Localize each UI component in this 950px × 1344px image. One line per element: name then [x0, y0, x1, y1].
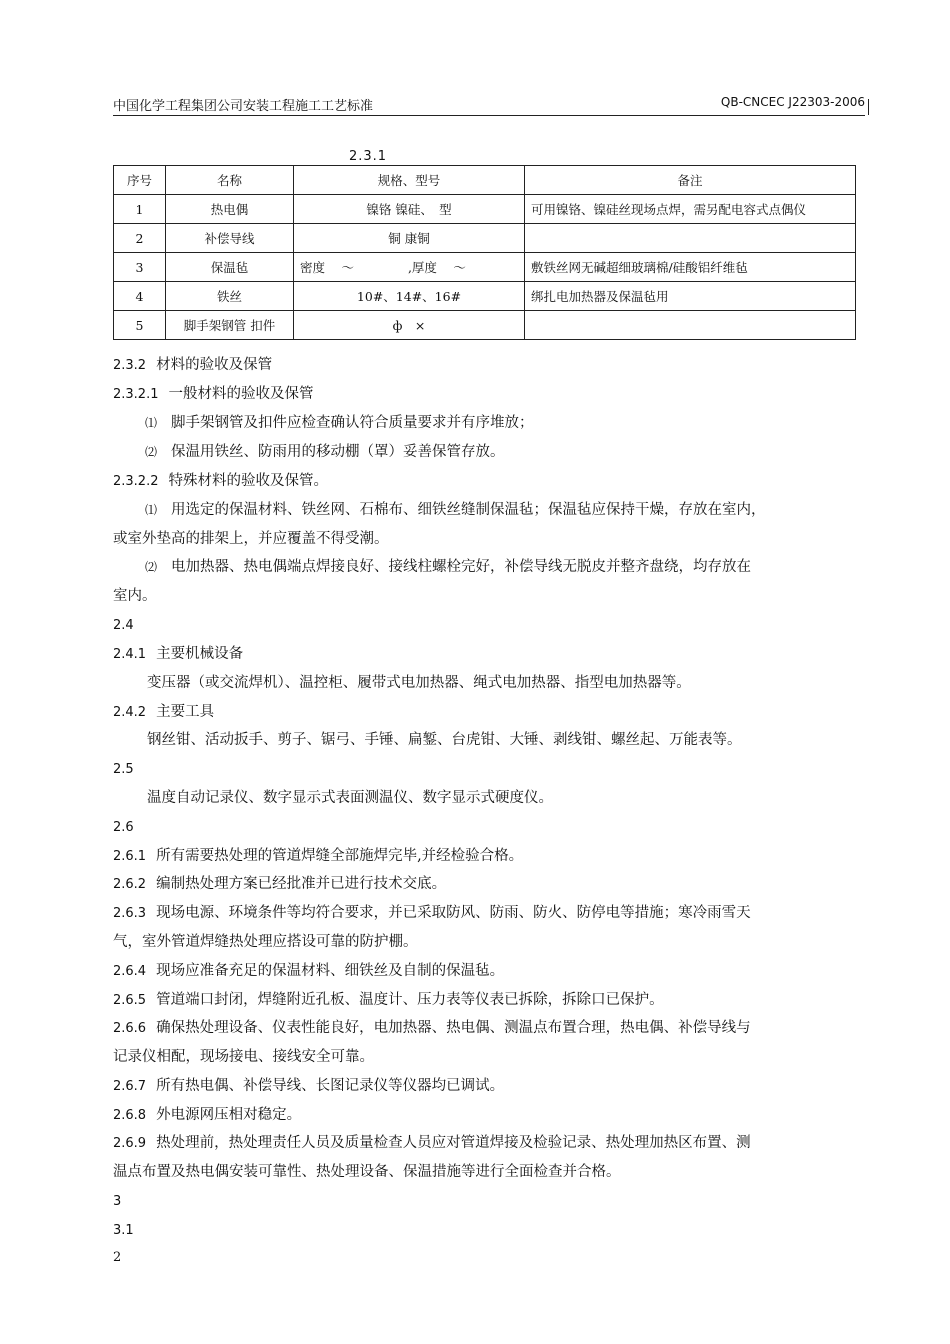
- clause-2-6-1: 2.6.1 所有需要热处理的管道焊缝全部施焊完毕,并经检验合格。: [113, 848, 524, 864]
- paragraph-continuation: 记录仪相配，现场接电、接线安全可靠。: [113, 1049, 374, 1065]
- materials-table: [113, 165, 856, 340]
- list-item: ⑵ 电加热器、热电偶端点焊接良好、接线柱螺栓完好，补偿导线无脱皮并整齐盘绕，均存放在: [145, 559, 752, 575]
- cell-spec: 10#、14#、16#: [294, 282, 525, 311]
- cell-remark: 可用镍铬、镍硅丝现场点焊，需另配电容式点偶仪: [525, 195, 856, 224]
- list-item: ⑴ 脚手架钢管及扣件应检查确认符合质量要求并有序堆放；: [145, 415, 534, 431]
- list-item: ⑵ 保温用铁丝、防雨用的移动棚（罩）妥善保管存放。: [145, 444, 505, 460]
- cell-index: 5: [114, 311, 166, 340]
- clause-2-6-8: 2.6.8 外电源网压相对稳定。: [113, 1107, 302, 1123]
- list-item: ⑴ 用选定的保温材料、铁丝网、石棉布、细铁丝缝制保温毡；保温毡应保持干燥，存放在室内，: [145, 502, 766, 518]
- page-header: [113, 93, 865, 116]
- cell-name: 热电偶: [166, 195, 294, 224]
- clause-2-6-7: 2.6.7 所有热电偶、补偿导线、长图记录仪等仪器均已调试。: [113, 1078, 505, 1094]
- clause-2-6-4: 2.6.4 现场应准备充足的保温材料、细铁丝及自制的保温毡。: [113, 963, 505, 979]
- col-header-name: 名称: [166, 166, 294, 195]
- paragraph-continuation: 室内。: [113, 588, 157, 604]
- paragraph-continuation: 气，室外管道焊缝热处理应搭设可靠的防护棚。: [113, 934, 418, 950]
- cell-name: 脚手架钢管 扣件: [166, 311, 294, 340]
- cell-spec: 镍铬 镍硅、 型: [294, 195, 525, 224]
- header-title: 中国化学工程集团公司安装工程施工工艺标准: [113, 99, 374, 114]
- clause-2-6-2: 2.6.2 编制热处理方案已经批准并已进行技术交底。: [113, 876, 447, 892]
- header-code: QB-CNCEC J22303-2006: [720, 95, 865, 109]
- clause-2-6-6: 2.6.6 确保热处理设备、仪表性能良好，电加热器、热电偶、测温点布置合理，热电偶、补偿导线与: [113, 1020, 751, 1036]
- cell-index: 1: [114, 195, 166, 224]
- heading-3: 3: [113, 1194, 165, 1209]
- heading-2-3-2-1: 2.3.2.1 一般材料的验收及保管: [113, 386, 314, 402]
- clause-2-6-5: 2.6.5 管道端口封闭，焊缝附近孔板、温度计、压力表等仪表已拆除，拆除口已保护。: [113, 992, 664, 1008]
- cell-name: 保温毡: [166, 253, 294, 282]
- cell-name: 铁丝: [166, 282, 294, 311]
- paragraph: 变压器（或交流焊机）、温控柜、履带式电加热器、绳式电加热器、指型电加热器等。: [147, 675, 691, 691]
- heading-2-4-1: 2.4.1 主要机械设备: [113, 646, 244, 662]
- table-row: [114, 224, 856, 253]
- clause-2-6-9: 2.6.9 热处理前，热处理责任人员及质量检查人员应对管道焊接及检验记录、热处理加热区布置、测: [113, 1135, 751, 1151]
- paragraph-continuation: 温点布置及热电偶安装可靠性、热处理设备、保温措施等进行全面检查并合格。: [113, 1164, 621, 1180]
- paragraph-continuation: 或室外垫高的排架上，并应覆盖不得受潮。: [113, 531, 389, 547]
- cell-spec: 铜 康铜: [294, 224, 525, 253]
- heading-2-6: 2.6: [113, 820, 177, 835]
- cell-name: 补偿导线: [166, 224, 294, 253]
- cell-index: 4: [114, 282, 166, 311]
- cell-remark: 绑扎电加热器及保温毡用: [525, 282, 856, 311]
- page-number: 2: [113, 1250, 122, 1265]
- cell-index: 2: [114, 224, 166, 253]
- heading-2-3-2: 2.3.2 材料的验收及保管: [113, 357, 273, 373]
- col-header-remark: 备注: [525, 166, 856, 195]
- table-row: [114, 282, 856, 311]
- paragraph: 温度自动记录仪、数字显示式表面测温仪、数字显示式硬度仪。: [147, 790, 553, 806]
- table-caption: 2.3.1: [349, 149, 547, 164]
- cell-remark: [525, 224, 856, 253]
- table-row: [114, 311, 856, 340]
- heading-2-4: 2.4: [113, 618, 203, 633]
- cell-remark: 敷铁丝网无碱超细玻璃棉/硅酸铝纤维毡: [525, 253, 856, 282]
- cell-index: 3: [114, 253, 166, 282]
- table-row: [114, 253, 856, 282]
- heading-2-5: 2.5: [113, 762, 177, 777]
- heading-3-1: 3.1: [113, 1223, 177, 1238]
- col-header-spec: 规格、型号: [294, 166, 525, 195]
- heading-2-3-2-2: 2.3.2.2 特殊材料的验收及保管。: [113, 473, 328, 489]
- col-header-index: 序号: [114, 166, 166, 195]
- cell-spec: 密度 ～ ,厚度 ～: [294, 253, 525, 282]
- cell-remark: [525, 311, 856, 340]
- table-header-row: [114, 166, 856, 195]
- clause-2-6-3: 2.6.3 现场电源、环境条件等均符合要求，并已采取防风、防雨、防火、防停电等措施；寒冷雨雪天: [113, 905, 751, 921]
- table-row: [114, 195, 856, 224]
- cell-spec: ф ×: [294, 311, 525, 340]
- paragraph: 钢丝钳、活动扳手、剪子、锯弓、手锤、扁錾、台虎钳、大锤、剥线钳、螺丝起、万能表等。: [147, 732, 742, 748]
- heading-2-4-2: 2.4.2 主要工具: [113, 704, 215, 720]
- header-tick: [868, 99, 869, 115]
